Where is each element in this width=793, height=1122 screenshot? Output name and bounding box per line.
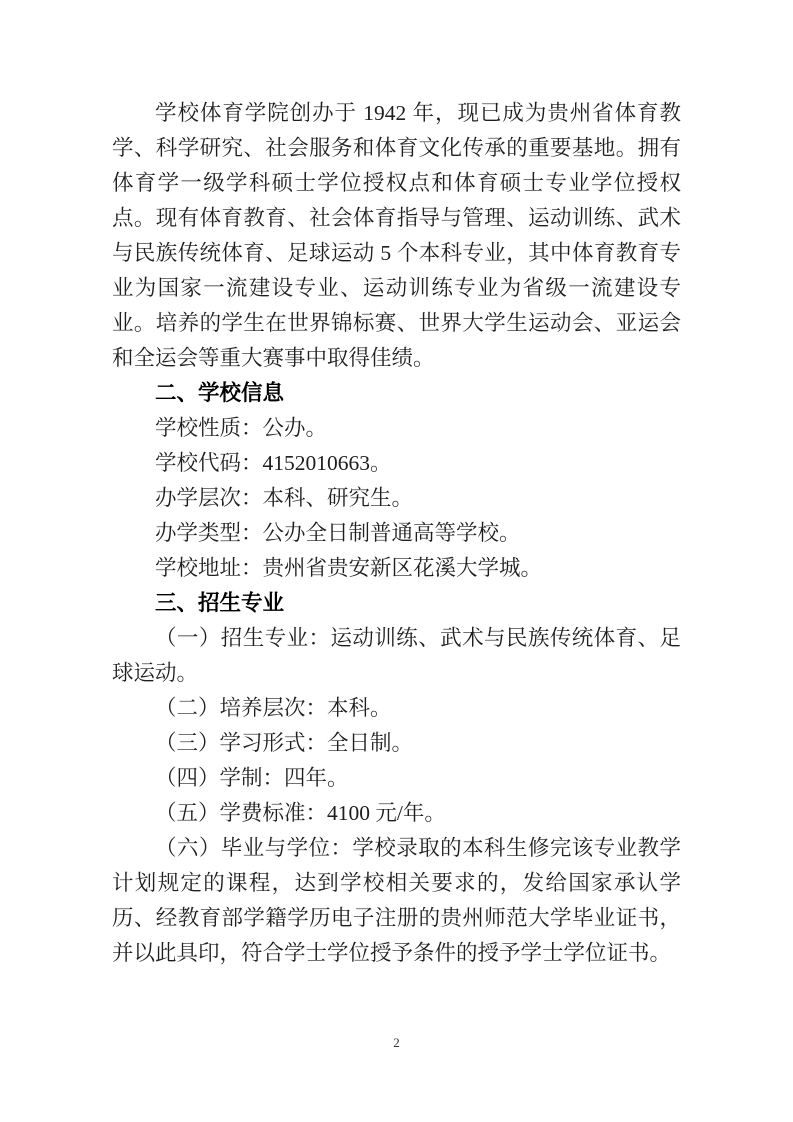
page-number: 2 (393, 1035, 400, 1050)
heading-section-2-school-info: 二、学校信息 (155, 381, 285, 405)
item-2-training-level: （二）培养层次：本科。 (155, 696, 392, 720)
info-education-levels: 办学层次：本科、研究生。 (155, 486, 414, 510)
item-1-enrollment-majors: （一）招生专业：运动训练、武术与民族传统体育、足球运动。 (112, 626, 681, 685)
page-footer (0, 1034, 793, 1052)
info-school-code: 学校代码：4152010663。 (155, 451, 392, 475)
document-body (112, 96, 681, 971)
item-5-tuition-standard: （五）学费标准：4100 元/年。 (155, 801, 446, 825)
info-school-nature: 学校性质：公办。 (155, 416, 328, 440)
info-school-address: 学校地址：贵州省贵安新区花溪大学城。 (155, 556, 543, 580)
paragraph-college-intro: 学校体育学院创办于 1942 年，现已成为贵州省体育教学、科学研究、社会服务和体育文化传承的重要基地。拥有体育学一级学科硕士学位授权点和体育硕士专业学位授权点。现有体育教育、社会体育指导与管理、运动训练、武术与民族传统体育、足球运动 5 个本科专业，其中体育教育专业为国家一流建设专业、运动训练专业为省级一流建设专业。培养的学生在世界锦标赛、世界大学生运动会、亚运会和全运会等重大赛事中取得佳绩。 (112, 101, 681, 370)
info-school-type: 办学类型：公办全日制普通高等学校。 (155, 521, 521, 545)
item-4-program-duration: （四）学制：四年。 (155, 766, 349, 790)
item-3-study-form: （三）学习形式：全日制。 (155, 731, 414, 755)
item-6-graduation-and-degree: （六）毕业与学位：学校录取的本科生修完该专业教学计划规定的课程，达到学校相关要求的，发给国家承认学历、经教育部学籍学历电子注册的贵州师范大学毕业证书，并以此具印，符合学士学位授予条件的授予学士学位证书。 (112, 836, 681, 965)
heading-section-3-enrollment-majors: 三、招生专业 (155, 591, 285, 615)
